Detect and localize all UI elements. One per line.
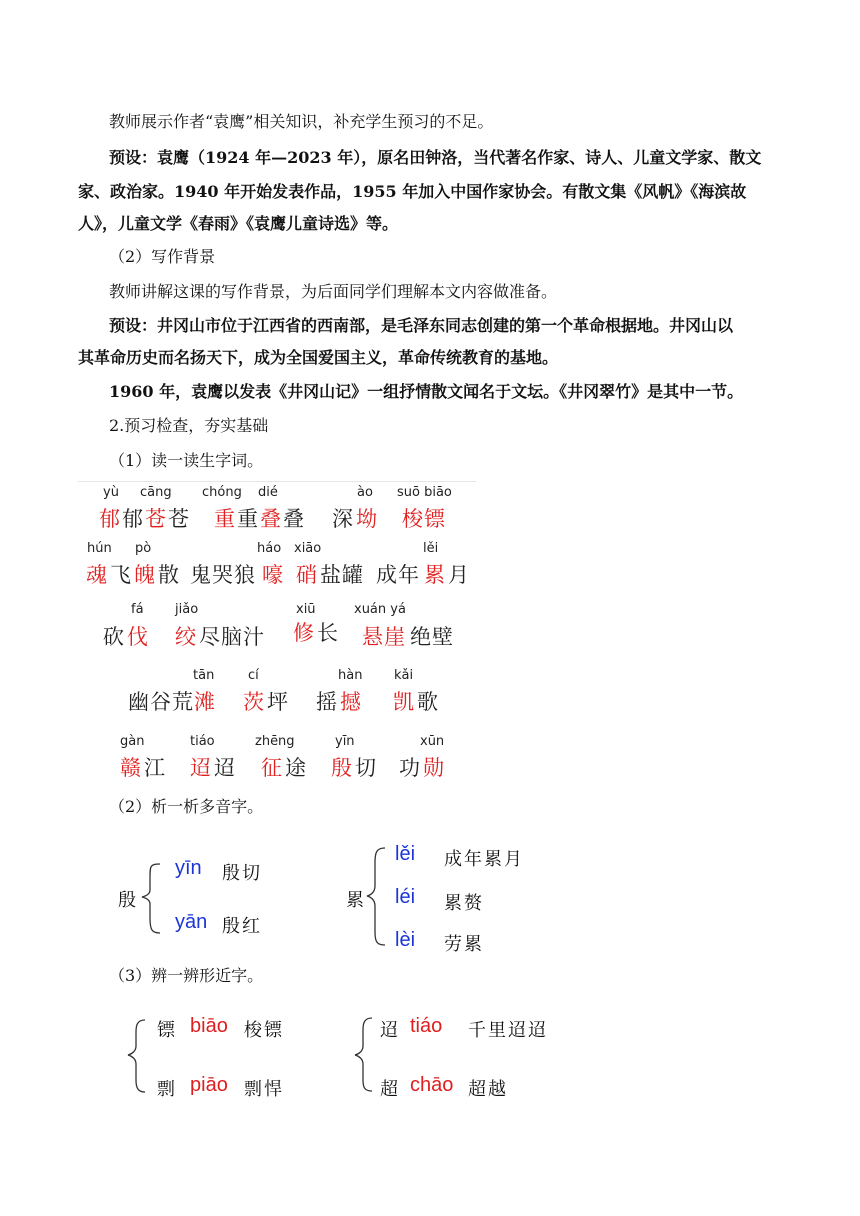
vocab-char: 郁	[99, 507, 121, 531]
poly-word: 殷切	[222, 863, 262, 884]
similar-char: 剽	[157, 1079, 177, 1100]
pinyin: xūn	[420, 734, 445, 749]
vocab-char: 征	[261, 756, 283, 780]
vocab-char: 成年	[376, 563, 420, 587]
pinyin: yù	[103, 485, 119, 500]
pinyin: kǎi	[394, 668, 414, 683]
vocab-char: 魂	[86, 563, 108, 587]
pinyin: fá	[131, 602, 144, 617]
vocab-char: 重	[237, 507, 259, 531]
intro-p2c: 人》，儿童文学《春雨》《袁鹰儿童诗选》等。	[78, 214, 399, 233]
vocab-char: 幽谷荒	[128, 690, 194, 714]
section-heading-polyphone: （2）析一析多音字。	[109, 797, 264, 816]
vocab-char: 累	[424, 563, 446, 587]
vocab-char: 月	[448, 563, 470, 587]
vocab-char: 坪	[267, 690, 289, 714]
intro-p2b: 家、政治家。1940 年开始发表作品，1955 年加入中国作家协会。有散文集《风帆》《海滨故	[78, 182, 747, 201]
pinyin: tān	[193, 668, 215, 683]
vocab-char: 长	[317, 621, 339, 645]
vocab-char: 凯	[393, 690, 415, 714]
vocab-char: 砍	[103, 625, 125, 649]
pinyin: hàn	[338, 668, 363, 683]
pinyin-blue: yīn	[175, 857, 202, 879]
pinyin-blue: léi	[395, 886, 416, 908]
pinyin: tiáo	[190, 734, 215, 749]
vocab-char: 鬼哭狼	[190, 563, 256, 587]
polyphone-char: 殷	[118, 890, 138, 911]
vocab-char: 尽脑汁	[199, 625, 265, 649]
vocab-char: 盐罐	[320, 563, 364, 587]
section-heading-preview: 2.预习检查，夯实基础	[109, 416, 269, 435]
vocab-char: 魄	[134, 563, 156, 587]
intro-p5: 1960 年，袁鹰以发表《井冈山记》一组抒情散文闻名于文坛。《井冈翠竹》是其中一节。	[109, 382, 744, 401]
vocab-char: 江	[144, 756, 166, 780]
vocab-char: 郁	[122, 507, 144, 531]
vocab-char: 途	[285, 756, 307, 780]
polyphone-char: 累	[346, 890, 366, 911]
pinyin-red: chāo	[410, 1074, 454, 1096]
vocab-char: 殷	[331, 756, 353, 780]
pinyin: zhēng	[255, 734, 295, 749]
vocab-char: 赣	[120, 756, 142, 780]
section-heading-vocab: （1）读一读生字词。	[109, 451, 264, 470]
pinyin: pò	[135, 541, 152, 556]
section-heading-background: （2）写作背景	[109, 247, 216, 266]
pinyin: chóng	[202, 485, 242, 500]
vocab-char: 重	[214, 507, 236, 531]
vocab-char: 迢	[214, 756, 236, 780]
pinyin: jiǎo	[175, 602, 199, 617]
poly-word: 劳累	[444, 934, 484, 955]
intro-p4a: 预设：井冈山市位于江西省的西南部，是毛泽东同志创建的第一个革命根据地。井冈山以	[109, 316, 734, 335]
pinyin: yīn	[335, 734, 355, 749]
intro-p3: 教师讲解这课的写作背景，为后面同学们理解本文内容做准备。	[109, 282, 558, 301]
similar-char: 超	[380, 1079, 400, 1100]
vocab-char: 叠	[283, 507, 305, 531]
vocab-char: 撼	[340, 690, 362, 714]
pinyin-red: biāo	[190, 1015, 228, 1037]
vocab-char: 伐	[127, 625, 149, 649]
pinyin: suō biāo	[397, 485, 452, 500]
pinyin: háo	[257, 541, 282, 556]
vocab-char: 叠	[260, 507, 282, 531]
pinyin: xuán yá	[354, 602, 406, 617]
vocab-char: 嚎	[262, 563, 284, 587]
similar-char: 镖	[157, 1020, 177, 1041]
pinyin-blue: lèi	[395, 929, 416, 951]
vocab-char: 歌	[417, 690, 439, 714]
similar-word: 剽悍	[244, 1079, 284, 1100]
poly-word: 累赘	[444, 893, 484, 914]
vocab-char: 迢	[190, 756, 212, 780]
vocab-char: 摇	[316, 690, 338, 714]
vocab-char: 深	[332, 507, 354, 531]
poly-word: 成年累月	[444, 849, 524, 870]
pinyin-red: piāo	[190, 1074, 228, 1096]
vocab-char: 苍	[145, 507, 167, 531]
similar-word: 千里迢迢	[468, 1020, 548, 1041]
vocab-char: 滩	[194, 690, 216, 714]
pinyin-blue: lěi	[395, 843, 416, 865]
vocab-char: 飞	[110, 563, 132, 587]
vocab-char: 苍	[168, 507, 190, 531]
vocab-char: 修	[293, 621, 315, 645]
pinyin: xiū	[296, 602, 316, 617]
similar-word: 超越	[468, 1079, 508, 1100]
vocab-char: 绞	[175, 625, 197, 649]
pinyin: gàn	[120, 734, 145, 749]
vocab-char: 散	[158, 563, 180, 587]
vocab-char: 切	[355, 756, 377, 780]
similar-word: 梭镖	[244, 1020, 284, 1041]
vocab-char: 功	[399, 756, 421, 780]
pinyin: dié	[258, 485, 278, 500]
poly-word: 殷红	[222, 916, 262, 937]
pinyin: cí	[248, 668, 259, 683]
vocab-char: 硝	[296, 563, 318, 587]
vocab-char: 茨	[243, 690, 265, 714]
pinyin: cāng	[140, 485, 172, 500]
pinyin: xiāo	[294, 541, 322, 556]
intro-p2a: 预设：袁鹰（1924 年—2023 年），原名田钟洛，当代著名作家、诗人、儿童文学家、散文	[109, 148, 762, 167]
intro-p4b: 其革命历史而名扬天下，成为全国爱国主义，革命传统教育的基地。	[78, 348, 559, 367]
pinyin: hún	[87, 541, 112, 556]
section-heading-similar: （3）辨一辨形近字。	[109, 966, 264, 985]
intro-p1: 教师展示作者“袁鹰”相关知识，补充学生预习的不足。	[109, 112, 494, 131]
pinyin-blue: yān	[175, 911, 208, 933]
similar-char: 迢	[380, 1020, 400, 1041]
vocab-char: 勋	[423, 756, 445, 780]
vocab-char: 悬崖	[362, 625, 406, 649]
pinyin-red: tiáo	[410, 1015, 443, 1037]
pinyin: ào	[357, 485, 373, 500]
pinyin: lěi	[423, 541, 439, 556]
vocab-char: 坳	[356, 507, 378, 531]
vocab-char: 梭镖	[402, 507, 446, 531]
vocab-char: 绝壁	[410, 625, 454, 649]
